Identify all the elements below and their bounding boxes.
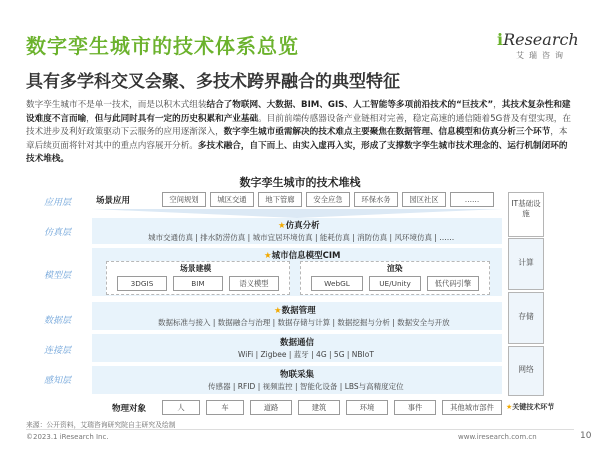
key-star-icon: ★ — [264, 251, 272, 261]
chip-emergency: 安全应急 — [306, 192, 350, 207]
legend-star-icon: ★ — [506, 403, 513, 411]
model-layer — [92, 248, 502, 296]
scene-modeling-title: 场景建模 — [180, 264, 212, 273]
rendering-box — [300, 261, 490, 295]
chip-webgl: WebGL — [311, 276, 363, 291]
simulation-items: 城市交通仿真 | 排水防涝仿真 | 城市宜居环境仿真 | 能耗仿真 | 消防仿真 | 风环境仿真 | …… — [148, 233, 455, 242]
infra-compute-box — [508, 238, 544, 290]
infra-network: 网络 — [518, 365, 534, 374]
iresearch-logo — [497, 30, 587, 61]
logo-wordmark: iResearch — [497, 30, 579, 49]
chip-3dgis: 3DGIS — [117, 276, 167, 291]
model-layer-title: ★城市信息模型CIM — [264, 251, 341, 261]
physical-objects-title: 物理对象 — [112, 404, 147, 414]
chip-spatial-planning: 空间规划 — [162, 192, 206, 207]
infra-network-box — [508, 346, 544, 396]
rendering-title: 渲染 — [387, 264, 403, 273]
simulation-layer — [92, 218, 502, 244]
chip-urban-traffic: 城区交通 — [210, 192, 254, 207]
layer-label-perception: 感知层 — [44, 376, 72, 386]
object-other-parts: 其他城市部件 — [442, 400, 502, 415]
intro-paragraph: 数字孪生城市不是单一技术，而是以积木式组装结合了物联网、大数据、BIM、GIS、人工智能等多项前沿技术的“巨技术”，其技术复杂性和建设难度不言而喻，但与此同时具有一定的历史积累和产业基础。目前前端传感器设备产业链相对完善，稳定高速的通信随着5G普及有望实现，在技术进步及利好政策驱动下云服务的应用逐渐深入，数字孪生城市亟需解决的技术难点主要聚焦在数据管理、信息模型和仿真分析三个环节，本章后续页面将针对其中的重点内容展开分析。多技术融合，自下而上、由实入虚再入实，形成了支撑数字孪生城市技术理念的、运行机制闭环的技术堆栈。 — [26, 100, 571, 164]
layer-label-data: 数据层 — [44, 316, 72, 326]
perception-layer — [92, 366, 502, 394]
connection-items: WiFi | Zigbee | 蓝牙 | 4G | 5G | NBIoT — [238, 350, 374, 359]
chip-bim: BIM — [173, 276, 223, 291]
key-tech-legend: ★关键技术环节 — [506, 403, 555, 411]
diagram-title: 数字孪生城市的技术堆栈 — [239, 176, 361, 189]
scene-modeling-box — [106, 261, 290, 295]
data-items: 数据标准与接入 | 数据融合与治理 | 数据存储与计算 | 数据挖掘与分析 | 数据安全与开放 — [158, 318, 450, 327]
layer-label-simulation: 仿真层 — [44, 228, 72, 238]
infra-compute: 计算 — [518, 258, 534, 267]
object-environment: 环境 — [346, 400, 388, 415]
object-person: 人 — [162, 400, 200, 415]
application-layer — [92, 192, 502, 208]
object-building: 建筑 — [298, 400, 340, 415]
page-title: 数字孪生城市的技术体系总览 — [26, 34, 299, 58]
chip-semantic-model: 语义模型 — [229, 276, 279, 291]
it-infrastructure-title: IT基础设施 — [511, 199, 541, 218]
it-infrastructure-header — [508, 192, 544, 237]
chip-low-code-engine: 低代码引擎 — [427, 276, 479, 291]
connection-layer — [92, 334, 502, 362]
page-subtitle: 具有多学科交叉会聚、多技术跨界融合的典型特征 — [26, 72, 400, 92]
infra-storage: 存储 — [518, 312, 534, 321]
perception-items: 传感器 | RFID | 视频监控 | 智能化设备 | LBS与高精度定位 — [208, 382, 404, 391]
source-note: 来源：公开资料，艾瑞咨询研究院自主研究及绘制 — [26, 421, 176, 429]
object-vehicle: 车 — [206, 400, 244, 415]
logo-cn-text: 艾瑞咨询 — [516, 51, 568, 60]
connection-layer-title: 数据通信 — [280, 338, 315, 348]
page-number: 10 — [580, 431, 592, 441]
layer-label-connection: 连接层 — [44, 346, 72, 356]
object-road: 道路 — [250, 400, 292, 415]
simulation-layer-title: ★仿真分析 — [278, 221, 320, 231]
perception-layer-title: 物联采集 — [280, 370, 315, 380]
layer-label-model: 模型层 — [44, 271, 72, 281]
chip-ue-unity: UE/Unity — [369, 276, 421, 291]
key-star-icon: ★ — [274, 306, 282, 316]
chip-utility-tunnel: 地下管廊 — [258, 192, 302, 207]
chip-more: …… — [450, 192, 494, 207]
data-layer-title: ★数据管理 — [274, 306, 316, 316]
infra-storage-box — [508, 292, 544, 344]
copyright: ©2023.1 iResearch Inc. — [26, 433, 109, 441]
data-layer — [92, 302, 502, 330]
object-event: 事件 — [394, 400, 436, 415]
footer-divider — [26, 429, 574, 430]
website-link[interactable]: www.iresearch.com.cn — [458, 433, 537, 441]
chip-park-community: 园区社区 — [402, 192, 446, 207]
key-star-icon: ★ — [278, 221, 286, 231]
chip-environment-water: 环保水务 — [354, 192, 398, 207]
layer-label-application: 应用层 — [44, 198, 72, 208]
application-layer-title: 场景应用 — [96, 196, 131, 206]
